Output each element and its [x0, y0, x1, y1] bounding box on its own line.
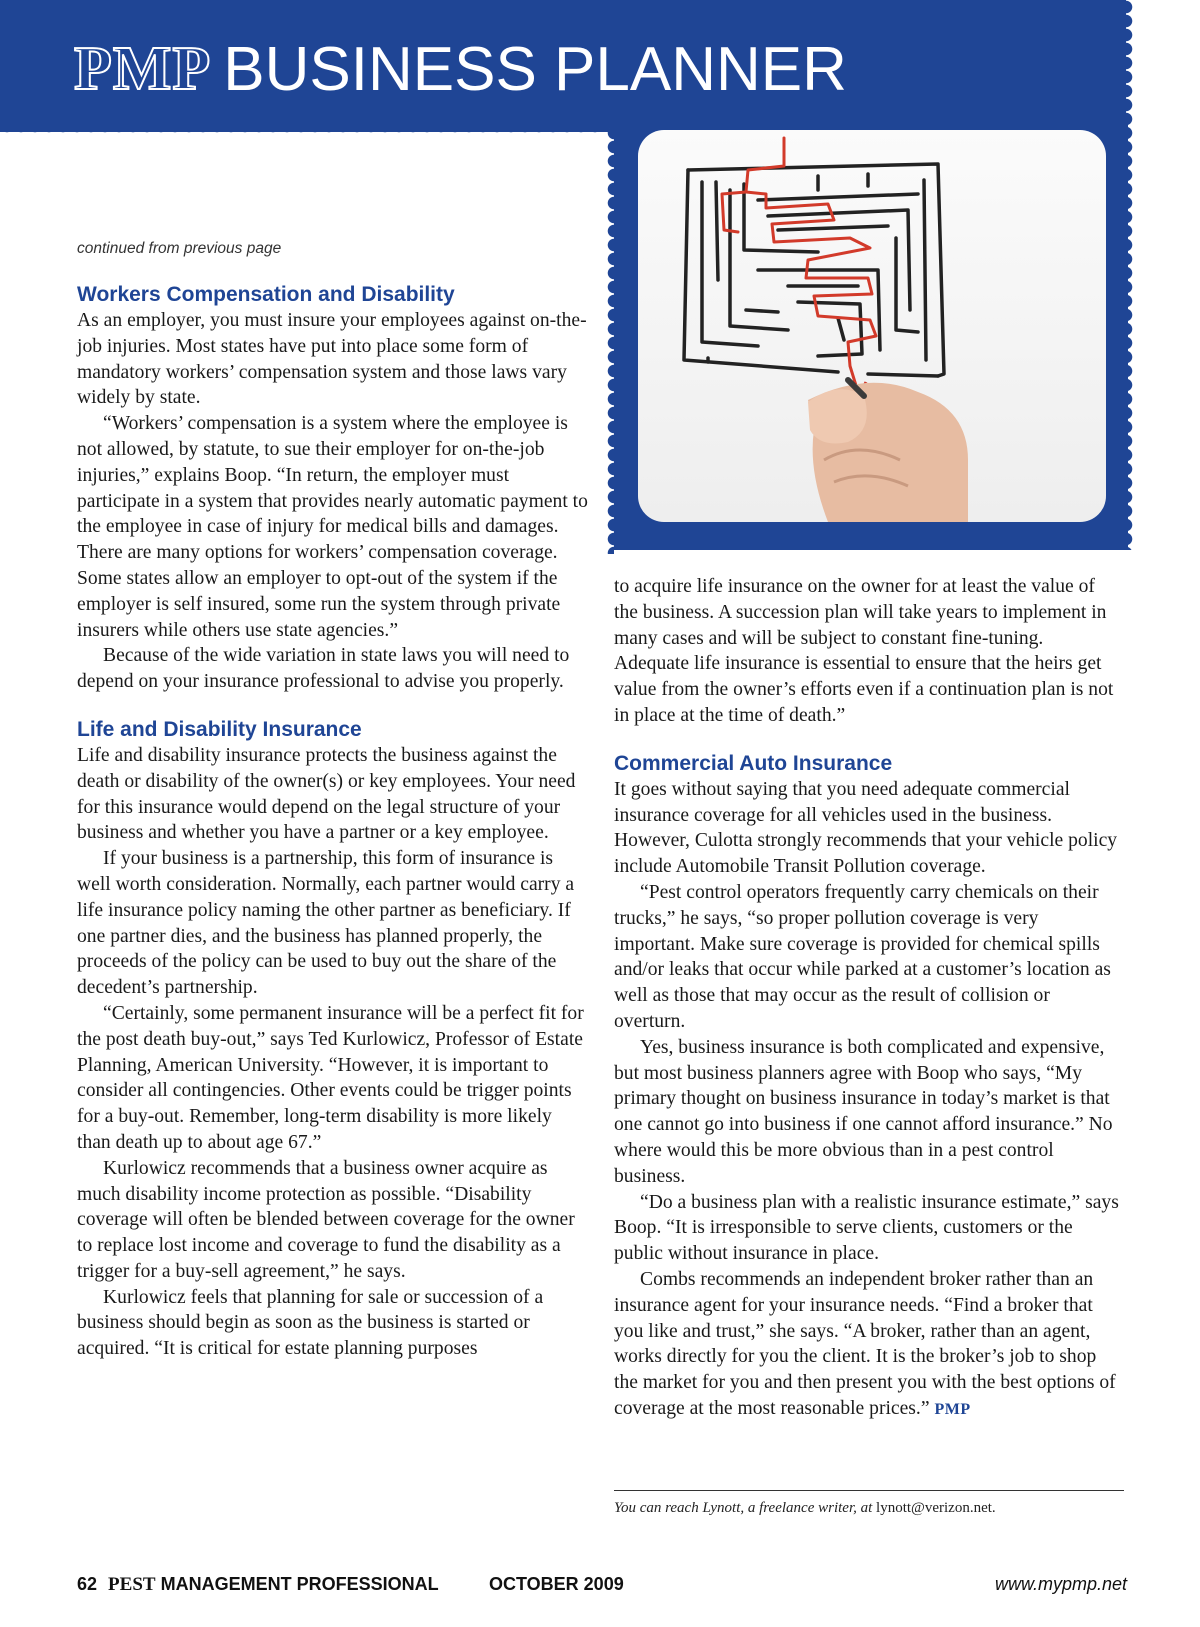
paragraph: As an employer, you must insure your employees against on-the-job injuries. Most states have put into place some form of mandatory workers’ compensation system and those laws vary widely by state.: [77, 310, 587, 409]
photo-frame-left-scallop: [606, 126, 614, 554]
paragraph: Kurlowicz recommends that a business owner acquire as much disability income protection as possible. “Disability coverage will often be blended between coverage for the owner to replace lost income and coverage to fund the disability as a trigger for a buy-sell agreement,” he says.: [77, 1157, 575, 1282]
right-column: [614, 574, 1122, 1423]
section-title-text: BUSINESS PLANNER: [223, 34, 847, 104]
heading-commercial-auto: Commercial Auto Insurance: [614, 751, 893, 775]
paragraph: It goes without saying that you need adequate commercial insurance coverage for all vehicles used in the business. However, Culotta strongly recommends that your vehicle policy include Automobile Transit Pollution coverage.: [614, 778, 1118, 878]
section-title: [74, 34, 847, 104]
paragraph: Life and disability insurance protects the business against the death or disability of the owner(s) or key employees. Your need for this insurance would depend on the legal structure of your business and whether you have a partner or a key employee.: [77, 744, 576, 844]
website-link[interactable]: www.mypmp.net: [994, 1574, 1127, 1594]
left-column: [77, 282, 589, 1362]
pmp-logo: PMP: [74, 34, 212, 103]
paragraph-final: [614, 1267, 1122, 1423]
header-scallop-edge: [0, 126, 612, 140]
paragraph: to acquire life insurance on the owner for at least the value of the business. A succession plan will take years to implement in many cases and will be subject to constant fine-tuning. Adequate life insurance is essential to ensure that the heirs get value from the owner’s efforts even if a continuation plan is not in place at the time of death.”: [614, 576, 1114, 726]
author-contact-text: You can reach Lynott, a freelance writer, at: [614, 1500, 873, 1516]
page-number: 62: [77, 1574, 98, 1594]
continued-note: continued from previous page: [77, 240, 282, 257]
section-gap: [614, 729, 1122, 751]
paragraph: Yes, business insurance is both complicated and expensive, but most business planners agree with Boop who says, “My primary thought on business insurance in today’s market is that one cannot go into business if one cannot afford insurance.” No where would this be more obvious than in a pest control business.: [614, 1036, 1113, 1187]
paragraph: “Certainly, some permanent insurance will be a perfect fit for the post death buy-out,” says Ted Kurlowicz, Professor of Estate Planning, American University. “However, it is important to consider all contingencies. Other events could be trigger points for a buy-out. Remember, long-term disability is more likely than death up to about age 67.”: [77, 1002, 584, 1153]
issue-date: OCTOBER 2009: [489, 1574, 624, 1594]
paragraph-final-text: Combs recommends an independent broker rather than an insurance agent for your insurance needs. “Find a broker that you like and trust,” she says. “A broker, rather than an agent, works directly for you the client. It is the broker’s job to shop the market for you and then present you with the best options of coverage at the most reasonable prices.”: [614, 1268, 1116, 1419]
paragraph: If your business is a partnership, this form of insurance is well worth consideration. Normally, each partner would carry a life insurance policy naming the other partner as beneficiary. If one partner dies, and the business has planned properly, the proceeds of the policy can be used to buy out the share of the decedent’s partnership.: [77, 848, 575, 999]
paragraph: Kurlowicz feels that planning for sale or succession of a business should begin as soon as the business is started or acquired. “It is critical for estate planning purposes: [77, 1286, 544, 1360]
maze-drawing: [638, 130, 1106, 522]
paragraph: Because of the wide variation in state laws you will need to depend on your insurance professional to advise you properly.: [77, 645, 570, 693]
paragraph: “Do a business plan with a realistic insurance estimate,” says Boop. “It is irresponsible to serve clients, customers or the public without insurance in place.: [614, 1191, 1119, 1265]
page-footer: [77, 1574, 1127, 1596]
article-end-mark: PMP: [934, 1400, 971, 1418]
magazine-name-pest: PEST: [108, 1574, 156, 1595]
author-email-link[interactable]: lynott@verizon.net.: [876, 1500, 996, 1516]
heading-life-disability: Life and Disability Insurance: [77, 717, 362, 741]
section-gap: [77, 695, 589, 717]
photo-frame-bottom-scallop: [614, 540, 1128, 554]
contact-divider: [614, 1490, 1124, 1491]
author-contact: [614, 1500, 996, 1517]
paragraph: “Workers’ compensation is a system where the employee is not allowed, by statute, to sue their employer for on-the-job injuries,” explains Boop. “In return, the employer must participate in a system that provides nearly automatic payment to the employee in case of injury for medical bills and damages. There are many options for workers’ compensation coverage. Some states allow an employer to opt-out of the system if the employer is self insured, some run the system through private insurers while others use state agencies.”: [77, 413, 588, 641]
magazine-name: [108, 1574, 439, 1594]
magazine-name-rest: MANAGEMENT PROFESSIONAL: [160, 1574, 439, 1594]
heading-workers-compensation: Workers Compensation and Disability: [77, 283, 455, 306]
maze-hand-image: [638, 130, 1106, 522]
paragraph: “Pest control operators frequently carry chemicals on their trucks,” he says, “so proper pollution coverage is very important. Make sure coverage is provided for chemical spills and/or leaks that occur while parked at a customer’s location as well as those that may occur as the result of collision or overturn.: [614, 881, 1111, 1032]
